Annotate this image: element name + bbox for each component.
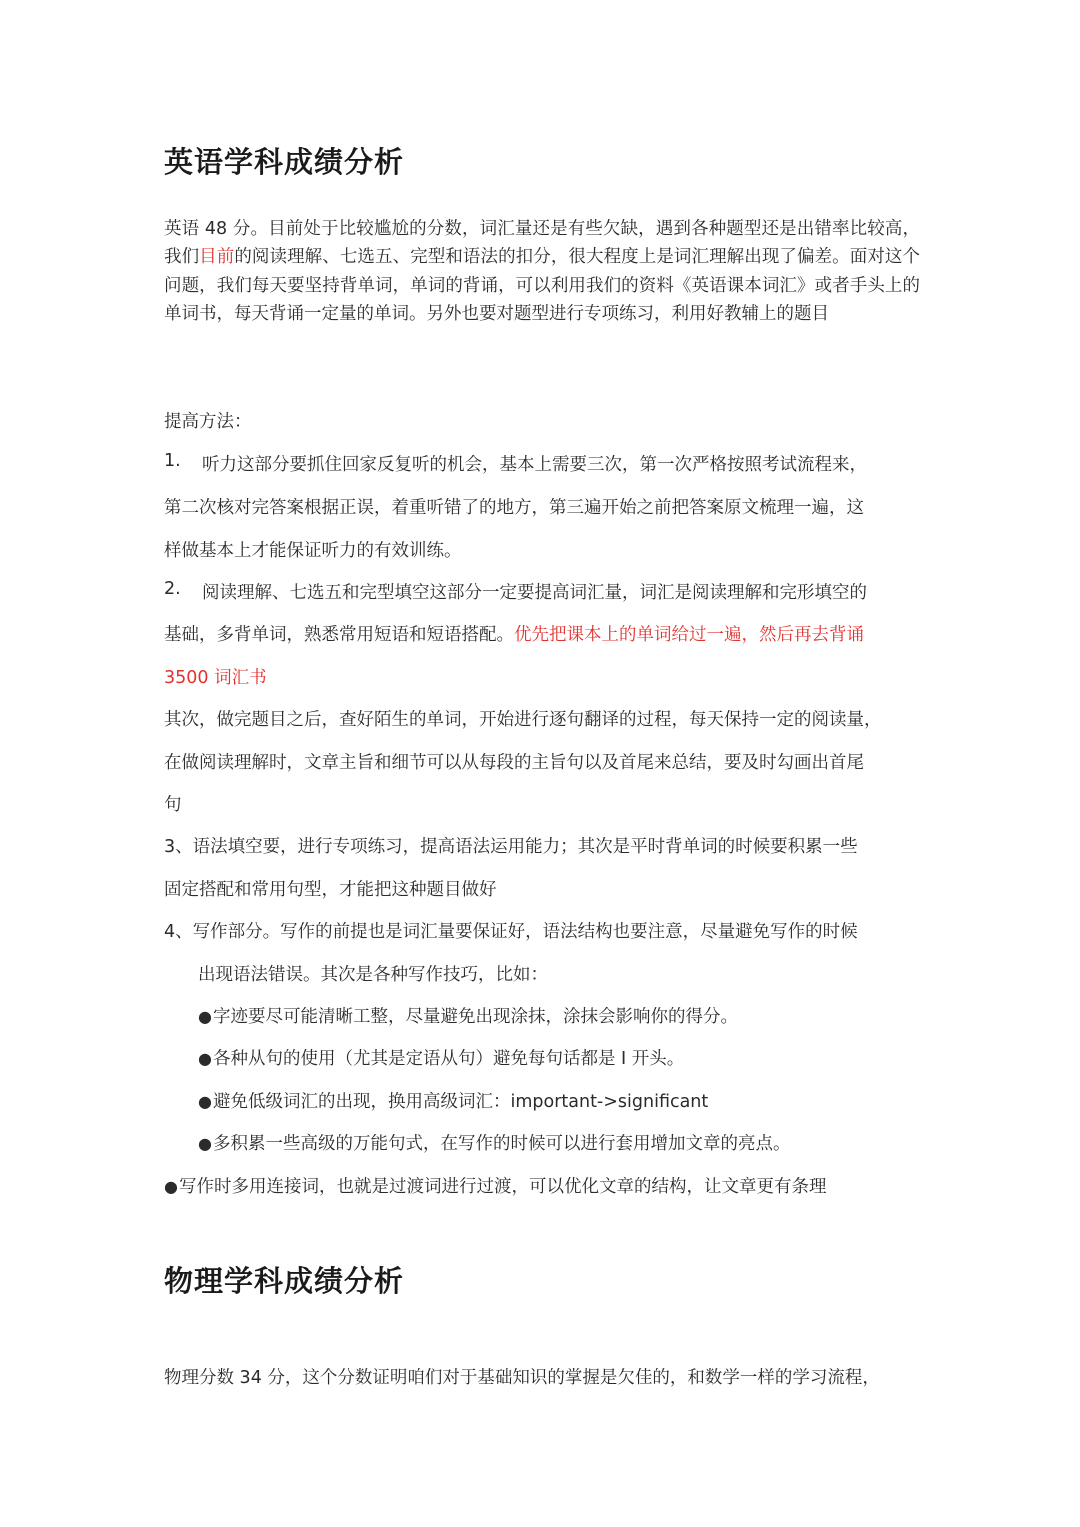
writing-tip-text: 写作时多用连接词，也就是过渡词进行过渡，可以优化文章的结构，让文章更有条理 [178, 1177, 827, 1197]
bullet-dot-icon: ● [198, 1049, 212, 1068]
item2-line-2 [164, 621, 864, 646]
english-section-title: 英语学科成绩分析 [164, 145, 405, 179]
item2-number: 2. [164, 579, 181, 599]
writing-tip-bullet [198, 1003, 738, 1028]
english-intro-paragraph [164, 215, 920, 329]
physics-section-title: 物理学科成绩分析 [164, 1264, 405, 1298]
item4-line-2: 出现语法错误。其次是各种写作技巧，比如： [198, 965, 548, 985]
english-intro-highlight: 目前 [199, 247, 235, 268]
writing-tip-bullet-last [164, 1173, 826, 1198]
writing-tip-bullet [198, 1045, 684, 1070]
methods-label: 提高方法： [164, 412, 252, 432]
bullet-dot-icon: ● [198, 1092, 212, 1111]
item1-line-3: 样做基本上才能保证听力的有效训练。 [164, 541, 462, 561]
writing-tip-bullet [198, 1130, 790, 1155]
writing-tip-text: 字迹要尽可能清晰工整，尽量避免出现涂抹，涂抹会影响你的得分。 [212, 1007, 738, 1027]
item2-line-2-highlight: 优先把课本上的单词给过一遍，然后再去背诵 [514, 625, 864, 645]
item1-line-2: 第二次核对完答案根据正误，着重听错了的地方，第三遍开始之前把答案原文梳理一遍，这 [164, 498, 864, 518]
item2-line-5: 在做阅读理解时，文章主旨和细节可以从每段的主旨句以及首尾来总结，要及时勾画出首尾 [164, 753, 864, 773]
item2-line-1: 阅读理解、七选五和完型填空这部分一定要提高词汇量，词汇是阅读理解和完形填空的 [202, 583, 867, 603]
bullet-dot-icon: ● [164, 1177, 178, 1196]
writing-tip-bullet [198, 1088, 708, 1113]
bullet-dot-icon: ● [198, 1134, 212, 1153]
english-intro-text-1: 英语 48 分。目前处于比较尴尬的分数，词汇量还是有些欠缺，遇到各种题型还是出错率比较高，我们 [164, 219, 920, 268]
item1-line-1: 听力这部分要抓住回家反复听的机会，基本上需要三次，第一次严格按照考试流程来， [202, 455, 867, 475]
writing-tip-text: 避免低级词汇的出现，换用高级词汇：important->significant [212, 1092, 709, 1112]
item2-line-3-highlight: 3500 词汇书 [164, 668, 267, 688]
item3-line-1: 3、语法填空要，进行专项练习，提高语法运用能力；其次是平时背单词的时候要积累一些 [164, 837, 858, 857]
bullet-dot-icon: ● [198, 1007, 212, 1026]
writing-tip-text: 多积累一些高级的万能句式，在写作的时候可以进行套用增加文章的亮点。 [212, 1134, 791, 1154]
writing-tip-text: 各种从句的使用（尤其是定语从句）避免每句话都是 I 开头。 [212, 1049, 685, 1069]
item1-number: 1. [164, 451, 181, 471]
item3-line-2: 固定搭配和常用句型，才能把这种题目做好 [164, 880, 497, 900]
item2-line-4: 其次，做完题目之后，查好陌生的单词，开始进行逐句翻译的过程，每天保持一定的阅读量， [164, 710, 882, 730]
item2-line-2-text: 基础，多背单词，熟悉常用短语和短语搭配。 [164, 625, 514, 645]
english-intro-text-2: 的阅读理解、七选五、完型和语法的扣分，很大程度上是词汇理解出现了偏差。面对这个问题，我们每天要坚持背单词，单词的背诵，可以利用我们的资料《英语课本词汇》或者手头上的单词书，每天背诵一定量的单词。另外也要对题型进行专项练习，利用好教辅上的题目 [164, 247, 921, 325]
item2-line-6: 句 [164, 795, 182, 815]
item4-line-1: 4、写作部分。写作的前提也是词汇量要保证好，语法结构也要注意，尽量避免写作的时候 [164, 922, 858, 942]
physics-paragraph-line-1: 物理分数 34 分，这个分数证明咱们对于基础知识的掌握是欠佳的，和数学一样的学习流程， [164, 1368, 880, 1388]
